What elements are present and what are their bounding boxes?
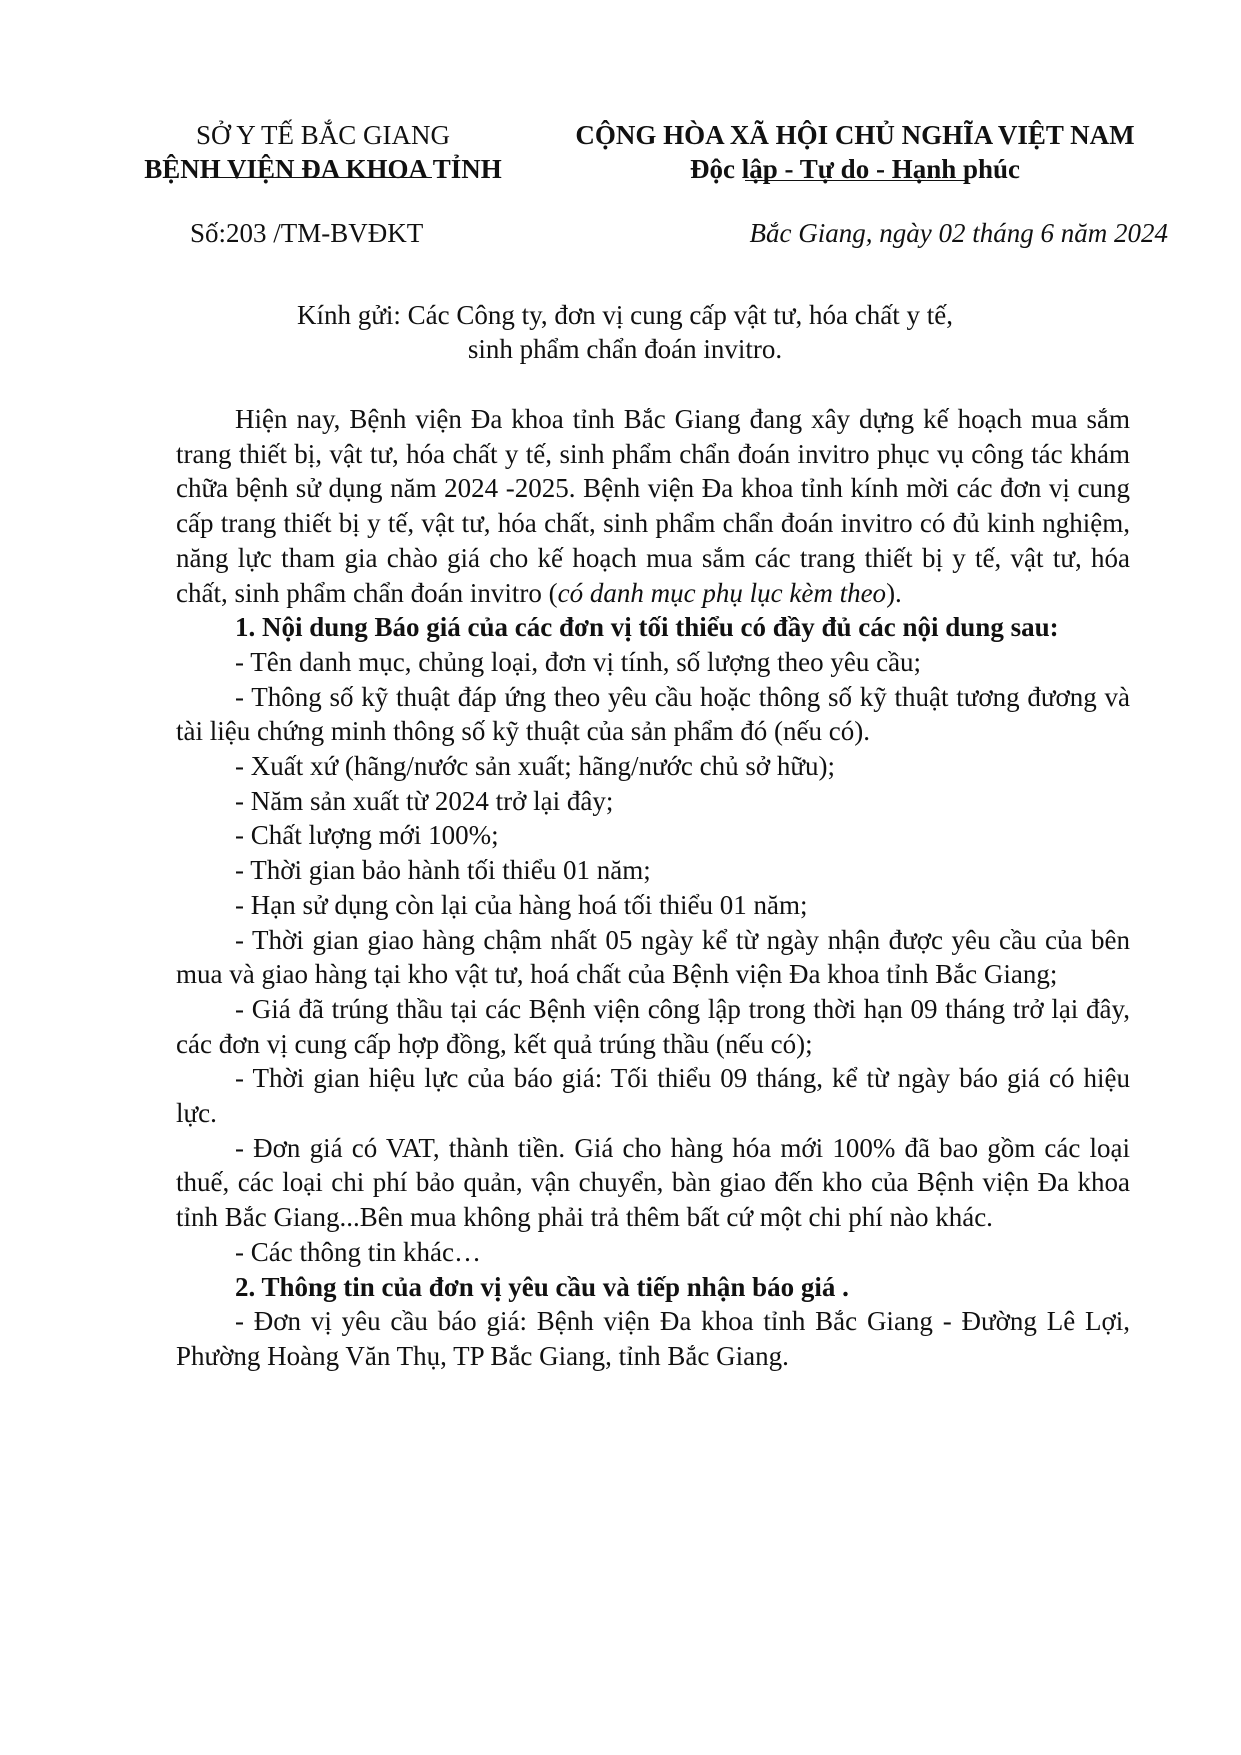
section-1-item: - Tên danh mục, chủng loại, đơn vị tính, số lượng theo yêu cầu; [235,646,922,677]
recipient-line-2: sinh phẩm chẩn đoán invitro. [467,334,783,364]
section-1-item: - Năm sản xuất từ 2024 trở lại đây; [235,785,614,816]
section-1-item: - Giá đã trúng thầu tại các Bệnh viện công lập trong thời hạn 09 tháng trở lại đây, các đơn vị cung cấp hợp đồng, kết quả trúng thầu (nếu có); [176,993,1130,1059]
section-2-heading: 2. Thông tin của đơn vị yêu cầu và tiếp nhận báo giá . [235,1271,849,1302]
section-1-item: - Thời gian hiệu lực của báo giá: Tối thiểu 09 tháng, kể từ ngày báo giá có hiệu lực. [176,1063,1130,1129]
section-1-item: - Thời gian bảo hành tối thiểu 01 năm; [235,855,651,886]
recipient-block [120,298,1130,366]
section-2-item: - Đơn vị yêu cầu báo giá: Bệnh viện Đa khoa tỉnh Bắc Giang - Đường Lê Lợi, Phường Hoàng Văn Thụ, TP Bắc Giang, tỉnh Bắc Giang. [176,1306,1130,1371]
national-title: CỘNG HÒA XÃ HỘI CHỦ NGHĨA VIỆT NAM [575,120,1135,150]
section-1-item: - Chất lượng mới 100%; [235,820,499,851]
motto-underline [745,180,965,181]
document-number: Số:203 /TM-BVĐKT [190,218,424,248]
authority-underline [210,177,432,178]
organization-name: BỆNH VIỆN ĐA KHOA TỈNH [144,154,502,184]
parent-organization: SỞ Y TẾ BẮC GIANG [195,120,450,150]
intro-italic-note: có danh mục phụ lục kèm theo [557,577,887,608]
section-1-item: - Hạn sử dụng còn lại của hàng hoá tối thiểu 01 năm; [235,889,808,920]
document-body [176,402,1130,1374]
national-title-block [540,118,1170,186]
section-1-item: - Các thông tin khác… [235,1236,481,1267]
section-1-item: - Thông số kỹ thuật đáp ứng theo yêu cầu hoặc thông số kỹ thuật tương đương và tài liệu chứng minh thông số kỹ thuật của sản phẩm đó (nếu có). [176,681,1130,747]
section-1-item: - Xuất xứ (hãng/nước sản xuất; hãng/nước chủ sở hữu); [235,751,835,782]
document-date: Bắc Giang, ngày 02 tháng 6 năm 2024 [749,218,1168,248]
section-1-item: - Đơn giá có VAT, thành tiền. Giá cho hàng hóa mới 100% đã bao gồm các loại thuế, các loại chi phí bảo quản, vận chuyển, bàn giao đến kho của Bệnh viện Đa khoa tỉnh Bắc Giang...Bên mua không phải trả thêm bất cứ một chi phí nào khác. [176,1132,1130,1233]
issuing-authority-block [128,118,518,186]
intro-paragraph: Hiện nay, Bệnh viện Đa khoa tỉnh Bắc Giang đang xây dựng kế hoạch mua sắm trang thiết bị, vật tư, hóa chất y tế, sinh phẩm chẩn đoán invitro phục vụ công tác khám chữa bệnh sử dụng năm 2024 -2025. Bệnh viện Đa khoa tỉnh kính mời các đơn vị cung cấp trang thiết bị y tế, vật tư, hóa chất, sinh phẩm chẩn đoán invitro có đủ kinh nghiệm, năng lực tham gia chào giá cho kế hoạch mua sắm các trang thiết bị y tế, vật tư, hóa chất, sinh phẩm chẩn đoán invitro (có danh mục phụ lục kèm theo). [176,404,1130,608]
recipient-line-1: Kính gửi: Các Công ty, đơn vị cung cấp vật tư, hóa chất y tế, [297,300,953,330]
section-1-heading: 1. Nội dung Báo giá của các đơn vị tối thiểu có đầy đủ các nội dung sau: [235,612,1059,643]
section-1-item: - Thời gian giao hàng chậm nhất 05 ngày kể từ ngày nhận được yêu cầu của bên mua và giao hàng tại kho vật tư, hoá chất của Bệnh viện Đa khoa tỉnh Bắc Giang; [176,924,1130,990]
national-motto: Độc lập - Tự do - Hạnh phúc [689,154,1021,184]
